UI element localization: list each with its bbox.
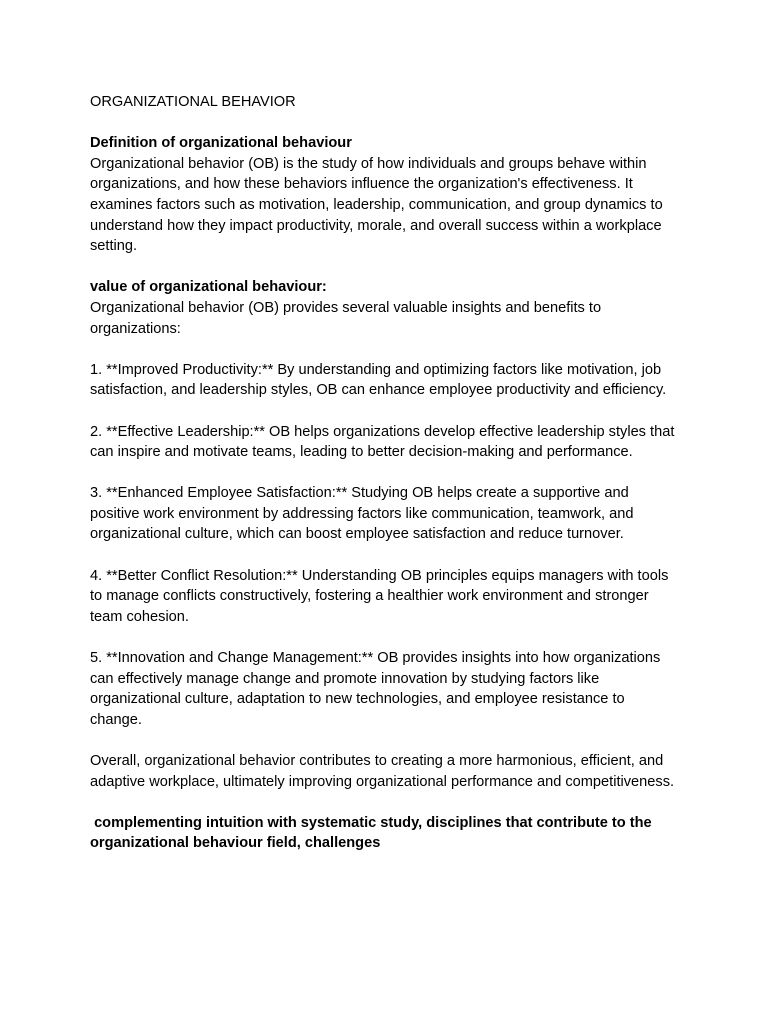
document-page — [90, 92, 680, 854]
list-item-conflict: 4. **Better Conflict Resolution:** Understanding OB principles equips managers with tools to manage conflicts constructively, fostering a healthier work environment and stronger team cohesion. — [90, 567, 673, 625]
list-item-leadership: 2. **Effective Leadership:** OB helps organizations develop effective leadership styles that can inspire and motivate teams, leading to better decision-making and performance. — [90, 423, 679, 461]
value-heading: value of organizational behaviour: — [90, 279, 327, 296]
list-item-innovation: 5. **Innovation and Change Management:** OB provides insights into how organizations can effectively manage change and promote innovation by studying factors like organizational culture, adaptation to new technologies, and employee resistance to change. — [90, 650, 665, 728]
definition-paragraph: Organizational behavior (OB) is the study of how individuals and groups behave within organizations, and how these behaviors influence the organization's effectiveness. It examines factors such as motivation, leadership, communication, and group dynamics to understand how they impact productivity, morale, and overall success within a workplace setting. — [90, 155, 667, 255]
list-item-productivity: 1. **Improved Productivity:** By understanding and optimizing factors like motivation, job satisfaction, and leadership styles, OB can enhance employee productivity and efficiency. — [90, 361, 667, 399]
conclusion-paragraph: Overall, organizational behavior contributes to creating a more harmonious, efficient, and adaptive workplace, ultimately improving organizational performance and competitiveness. — [90, 753, 675, 790]
topics-heading: complementing intuition with systematic study, disciplines that contribute to the organizational behaviour field, challenges — [90, 814, 656, 852]
document-title: ORGANIZATIONAL BEHAVIOR — [90, 94, 296, 110]
definition-heading: Definition of organizational behaviour — [90, 135, 352, 152]
value-intro-paragraph: Organizational behavior (OB) provides several valuable insights and benefits to organizations: — [90, 299, 606, 337]
list-item-satisfaction: 3. **Enhanced Employee Satisfaction:** Studying OB helps create a supportive and positive work environment by addressing factors like communication, teamwork, and organizational culture, which can boost employee satisfaction and reduce turnover. — [90, 485, 638, 543]
